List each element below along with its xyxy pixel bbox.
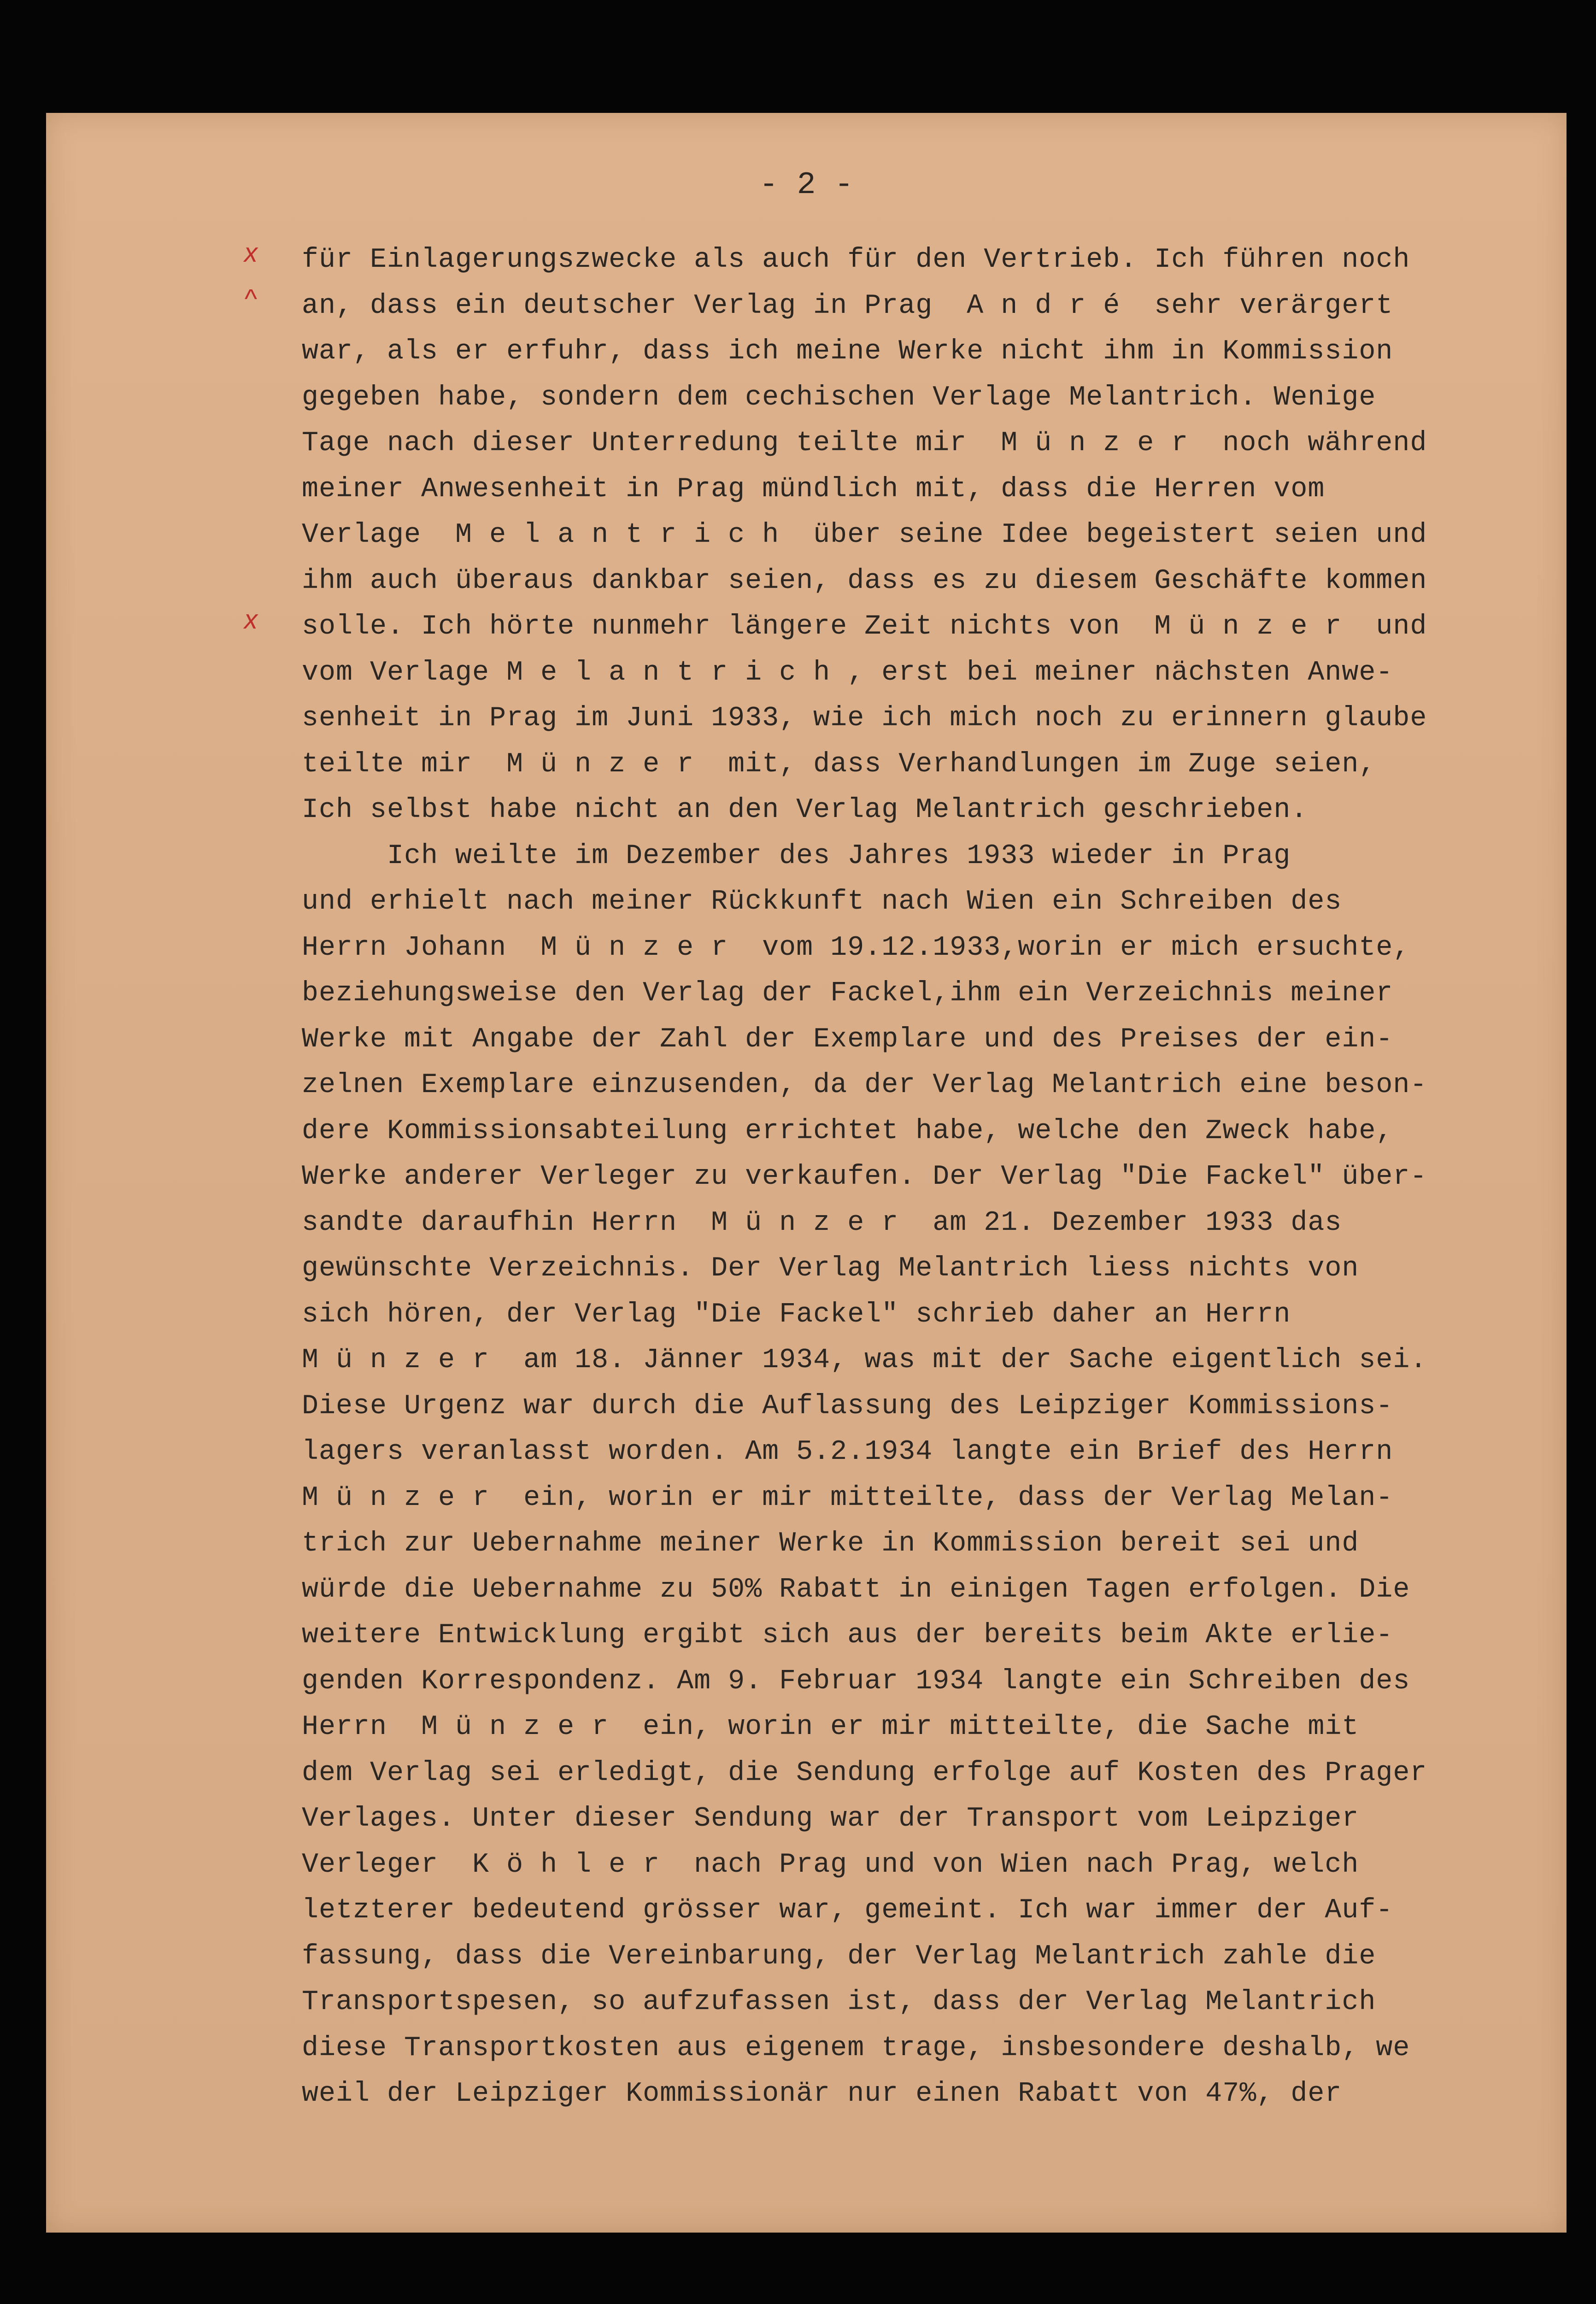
margin-mark-caret: ^	[244, 284, 257, 314]
text-line: fassung, dass die Vereinbarung, der Verlag Melantrich zahle die	[302, 1940, 1376, 1972]
text-line: Verleger K ö h l e r nach Prag und von Wien nach Prag, welch	[302, 1849, 1359, 1881]
text-line: gewünschte Verzeichnis. Der Verlag Melantrich liess nichts von	[302, 1253, 1359, 1284]
text-line: lagers veranlasst worden. Am 5.2.1934 langte ein Brief des Herrn	[302, 1436, 1393, 1468]
text-line: solle. Ich hörte nunmehr längere Zeit nichts von M ü n z e r und	[302, 611, 1427, 642]
text-line: zelnen Exemplare einzusenden, da der Verlag Melantrich eine beson-	[302, 1070, 1427, 1101]
text-line: Verlage M e l a n t r i c h über seine Idee begeistert seien und	[302, 519, 1427, 551]
text-line: diese Transportkosten aus eigenem trage, insbesondere deshalb, we	[302, 2032, 1410, 2064]
text-line: weil der Leipziger Kommissionär nur einen Rabatt von 47%, der	[302, 2078, 1342, 2110]
text-line: weitere Entwicklung ergibt sich aus der bereits beim Akte erlie-	[302, 1620, 1393, 1651]
margin-mark-x: x	[244, 238, 258, 268]
text-line: Herrn Johann M ü n z e r vom 19.12.1933,worin er mich ersuchte,	[302, 932, 1410, 964]
text-line: M ü n z e r am 18. Jänner 1934, was mit der Sache eigentlich sei.	[302, 1345, 1427, 1376]
text-line: sich hören, der Verlag "Die Fackel" schrieb daher an Herrn	[302, 1299, 1291, 1330]
text-line: ihm auch überaus dankbar seien, dass es zu diesem Geschäfte kommen	[302, 565, 1427, 597]
text-line: trich zur Uebernahme meiner Werke in Kommission bereit sei und	[302, 1528, 1359, 1559]
text-line: war, als er erfuhr, dass ich meine Werke nicht ihm in Kommission	[302, 336, 1393, 367]
text-line: gegeben habe, sondern dem cechischen Verlage Melantrich. Wenige	[302, 382, 1376, 413]
text-line: genden Korrespondenz. Am 9. Februar 1934 langte ein Schreiben des	[302, 1665, 1410, 1697]
text-line: würde die Uebernahme zu 50% Rabatt in einigen Tagen erfolgen. Die	[302, 1574, 1410, 1605]
text-line: vom Verlage M e l a n t r i c h , erst bei meiner nächsten Anwe-	[302, 657, 1393, 688]
text-line: M ü n z e r ein, worin er mir mitteilte, dass der Verlag Melan-	[302, 1482, 1393, 1514]
text-line: teilte mir M ü n z e r mit, dass Verhandlungen im Zuge seien,	[302, 748, 1376, 780]
text-line: Werke mit Angabe der Zahl der Exemplare und des Preises der ein-	[302, 1023, 1393, 1055]
text-line: Verlages. Unter dieser Sendung war der Transport vom Leipziger	[302, 1803, 1359, 1834]
text-line: letzterer bedeutend grösser war, gemeint. Ich war immer der Auf-	[302, 1895, 1393, 1926]
text-line: Diese Urgenz war durch die Auflassung des Leipziger Kommissions-	[302, 1390, 1393, 1422]
text-line: Transportspesen, so aufzufassen ist, dass der Verlag Melantrich	[302, 1987, 1376, 2018]
text-line: dere Kommissionsabteilung errichtet habe, welche den Zweck habe,	[302, 1115, 1393, 1147]
text-line: an, dass ein deutscher Verlag in Prag A n d r é sehr verärgert	[302, 290, 1393, 322]
text-line: Werke anderer Verleger zu verkaufen. Der Verlag "Die Fackel" über-	[302, 1161, 1427, 1193]
text-line: senheit in Prag im Juni 1933, wie ich mich noch zu erinnern glaube	[302, 703, 1427, 734]
text-line: meiner Anwesenheit in Prag mündlich mit, dass die Herren vom	[302, 473, 1325, 505]
typewritten-page	[46, 113, 1567, 2233]
text-line: Ich selbst habe nicht an den Verlag Melantrich geschrieben.	[302, 794, 1308, 826]
text-line: dem Verlag sei erledigt, die Sendung erfolge auf Kosten des Prager	[302, 1757, 1427, 1789]
text-line: Tage nach dieser Unterredung teilte mir M ü n z e r noch während	[302, 428, 1427, 459]
page-number: - 2 -	[759, 167, 854, 203]
text-line: beziehungsweise den Verlag der Fackel,ihm ein Verzeichnis meiner	[302, 978, 1393, 1009]
text-line: sandte daraufhin Herrn M ü n z e r am 21. Dezember 1933 das	[302, 1207, 1342, 1239]
text-line: für Einlagerungszwecke als auch für den Vertrieb. Ich führen noch	[302, 244, 1410, 276]
letter-body	[302, 237, 1555, 2117]
margin-mark-x: x	[244, 605, 258, 635]
text-line: und erhielt nach meiner Rückkunft nach Wien ein Schreiben des	[302, 886, 1342, 917]
text-line: Herrn M ü n z e r ein, worin er mir mitteilte, die Sache mit	[302, 1711, 1359, 1743]
text-line: Ich weilte im Dezember des Jahres 1933 wieder in Prag	[302, 840, 1291, 872]
